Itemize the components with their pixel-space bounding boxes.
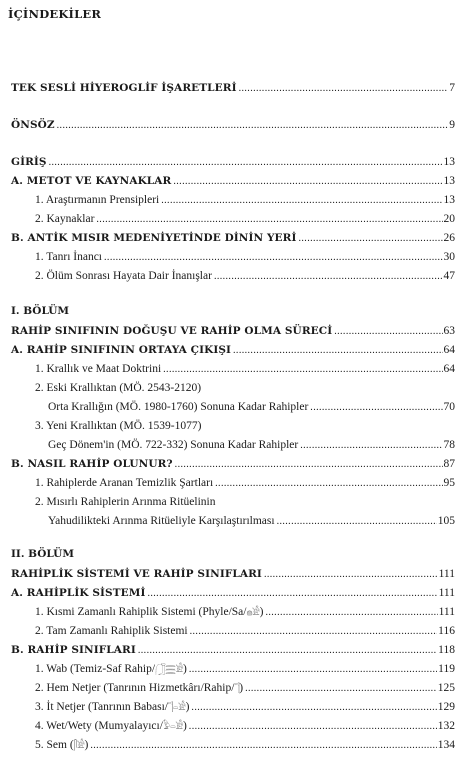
hieroglyph-icon: 𓊹 xyxy=(234,683,240,693)
toc-entry-page: 118 xyxy=(438,644,455,656)
toc-entry[interactable] xyxy=(0,362,471,376)
dot-leader xyxy=(239,82,449,96)
dot-leader xyxy=(277,515,437,529)
toc-entry[interactable] xyxy=(0,586,471,600)
toc-entry-page: 13 xyxy=(443,194,455,206)
toc-entry-page: 95 xyxy=(443,477,455,489)
toc-entry-page: 132 xyxy=(437,720,455,732)
toc-entry-label: 1. Rahiplerde Aranan Temizlik Şartları xyxy=(35,477,214,489)
toc-entry-page: 125 xyxy=(437,682,455,694)
dot-leader xyxy=(175,458,443,472)
dot-leader xyxy=(189,663,437,677)
toc-entry[interactable] xyxy=(0,495,471,509)
toc-entry-label: 1. Wab (Temiz-Saf Rahip/𓃂𓈗𓀀) xyxy=(35,663,187,675)
toc-entry[interactable] xyxy=(0,605,471,619)
toc-entry-label: Yahudilikteki Arınma Ritüeliyle Karşılaştırılması xyxy=(48,515,275,527)
toc-entry[interactable] xyxy=(0,457,471,471)
dot-leader xyxy=(173,175,442,189)
toc-entry[interactable] xyxy=(0,381,471,395)
toc-entry-label: 2. Kaynaklar xyxy=(35,213,95,225)
toc-entry-page: 13 xyxy=(443,175,455,187)
toc-entry-page: 116 xyxy=(438,625,455,637)
hieroglyph-icon: 𓋴𓀀 xyxy=(73,740,85,750)
dot-leader xyxy=(90,739,436,753)
toc-entry-label: 3. İt Netjer (Tanrının Babası/𓊹𓏏𓀀) xyxy=(35,701,190,713)
toc-entry-label: RAHİPLİK SİSTEMİ VE RAHİP SINIFLARI xyxy=(11,568,262,580)
dot-leader xyxy=(334,325,442,339)
toc-entry[interactable] xyxy=(0,419,471,433)
toc-entry-page: 111 xyxy=(438,587,455,599)
toc-entry-page: 111 xyxy=(438,568,455,580)
toc-entry-label: GİRİŞ xyxy=(11,156,47,168)
toc-entry[interactable] xyxy=(0,118,471,132)
dot-leader xyxy=(96,213,442,227)
toc-entry-page: 105 xyxy=(437,515,455,527)
toc-entry-page: 13 xyxy=(443,156,455,168)
dot-leader xyxy=(265,606,437,620)
toc-entry-label: Geç Dönem'in (MÖ. 722-332) Sonuna Kadar Rahipler xyxy=(48,439,299,451)
toc-entry-label: 2. Hem Netjer (Tanrının Hizmetkârı/Rahip/𓊹) xyxy=(35,682,244,694)
toc-entry[interactable] xyxy=(0,174,471,188)
toc-entry-page: 63 xyxy=(443,325,455,337)
toc-entry-label: 2. Tam Zamanlı Rahiplik Sistemi xyxy=(35,625,188,637)
toc-entry[interactable] xyxy=(0,269,471,283)
toc-entry-page: 64 xyxy=(443,344,455,356)
toc-entry-label: B. RAHİP SINIFLARI xyxy=(11,644,136,656)
toc-entry-label: A. RAHİP SINIFININ ORTAYA ÇIKIŞI xyxy=(11,344,232,356)
toc-entry[interactable] xyxy=(0,400,471,414)
dot-leader xyxy=(310,401,442,415)
part-heading: I. BÖLÜM xyxy=(11,305,70,317)
toc-entry-page: 47 xyxy=(443,270,455,282)
toc-entry-page: 78 xyxy=(443,439,455,451)
toc-entry-page: 111 xyxy=(438,606,455,618)
toc-entry-page: 64 xyxy=(443,363,455,375)
toc-entry-label: 2. Mısırlı Rahiplerin Arınma Ritüelinin xyxy=(35,496,216,508)
toc-entry[interactable] xyxy=(0,343,471,357)
toc-entry[interactable] xyxy=(0,662,471,676)
dot-leader xyxy=(163,363,442,377)
toc-entry[interactable] xyxy=(0,212,471,226)
toc-entry-page: 87 xyxy=(443,458,455,470)
toc-entry-label: 2. Eski Krallıktan (MÖ. 2543-2120) xyxy=(35,382,202,394)
toc-entry[interactable] xyxy=(0,324,471,338)
toc-entry[interactable] xyxy=(0,514,471,528)
toc-entry[interactable] xyxy=(0,681,471,695)
toc-entry[interactable] xyxy=(0,719,471,733)
dot-leader xyxy=(264,568,438,582)
toc-entry-label: 1. Kısmi Zamanlı Rahiplik Sistemi (Phyle/Sa/𓐍𓀀) xyxy=(35,606,264,618)
dot-leader xyxy=(215,477,442,491)
toc-entry-label: 4. Wet/Wety (Mumyalayıcı/𓅱𓏏𓀀) xyxy=(35,720,187,732)
toc-entry-label: Orta Krallığın (MÖ. 1980-1760) Sonuna Kadar Rahipler xyxy=(48,401,309,413)
dot-leader xyxy=(161,194,442,208)
toc-entry-label: 1. Tanrı İnancı xyxy=(35,251,103,263)
dot-leader xyxy=(147,587,437,601)
toc-entry[interactable] xyxy=(0,231,471,245)
hieroglyph-icon: 𓅱𓏏𓀀 xyxy=(162,721,183,731)
dot-leader xyxy=(49,156,443,170)
dot-leader xyxy=(299,232,443,246)
dot-leader xyxy=(191,701,436,715)
toc-entry[interactable] xyxy=(0,438,471,452)
dot-leader xyxy=(138,644,437,658)
toc-entry-page: 129 xyxy=(437,701,455,713)
toc-entry[interactable] xyxy=(0,81,471,95)
dot-leader xyxy=(190,625,438,639)
toc-entry-label: ÖNSÖZ xyxy=(11,119,55,131)
toc-entry-label: B. NASIL RAHİP OLUNUR? xyxy=(11,458,173,470)
toc-entry-page: 134 xyxy=(437,739,455,751)
toc-entry-label: TEK SESLİ HİYEROGLİF İŞARETLERİ xyxy=(11,82,237,94)
hieroglyph-icon: 𓊹𓏏𓀀 xyxy=(168,702,186,712)
toc-entry-label: 2. Ölüm Sonrası Hayata Dair İnanışlar xyxy=(35,270,212,282)
toc-entry[interactable] xyxy=(0,624,471,638)
toc-entry-page: 20 xyxy=(443,213,455,225)
toc-entry-label: A. METOT VE KAYNAKLAR xyxy=(11,175,172,187)
page-title: İÇİNDEKİLER xyxy=(8,7,102,21)
dot-leader xyxy=(300,439,442,453)
toc-entry[interactable] xyxy=(0,155,471,169)
toc-entry-label: RAHİP SINIFININ DOĞUŞU VE RAHİP OLMA SÜRECİ xyxy=(11,325,333,337)
part-heading: II. BÖLÜM xyxy=(11,548,74,560)
toc-entry-page: 26 xyxy=(443,232,455,244)
dot-leader xyxy=(104,251,442,265)
toc-entry[interactable] xyxy=(0,643,471,657)
hieroglyph-icon: 𓐍𓀀 xyxy=(246,607,260,617)
toc-entry-label: 1. Krallık ve Maat Doktrini xyxy=(35,363,162,375)
toc-entry[interactable] xyxy=(0,193,471,207)
dot-leader xyxy=(57,119,449,133)
toc-entry-page: 9 xyxy=(449,119,455,131)
toc-entry-page: 30 xyxy=(443,251,455,263)
dot-leader xyxy=(214,270,443,284)
dot-leader xyxy=(233,344,442,358)
toc-entry[interactable] xyxy=(0,250,471,264)
toc-entry-label: 3. Yeni Krallıktan (MÖ. 1539-1077) xyxy=(35,420,202,432)
toc-entry-label: B. ANTİK MISIR MEDENİYETİNDE DİNİN YERİ xyxy=(11,232,297,244)
toc-entry-label: 5. Sem (𓋴𓀀) xyxy=(35,739,89,751)
dot-leader xyxy=(189,720,437,734)
toc-entry[interactable] xyxy=(0,738,471,752)
toc-entry-page: 70 xyxy=(443,401,455,413)
toc-entry[interactable] xyxy=(0,700,471,714)
toc-entry[interactable] xyxy=(0,567,471,581)
toc-entry-page: 7 xyxy=(449,82,455,94)
dot-leader xyxy=(245,682,437,696)
hieroglyph-icon: 𓃂𓈗𓀀 xyxy=(155,664,184,674)
toc-entry-page: 119 xyxy=(438,663,455,675)
toc-entry-label: 1. Araştırmanın Prensipleri xyxy=(35,194,160,206)
toc-entry-label: A. RAHİPLİK SİSTEMİ xyxy=(11,587,146,599)
toc-entry[interactable] xyxy=(0,476,471,490)
